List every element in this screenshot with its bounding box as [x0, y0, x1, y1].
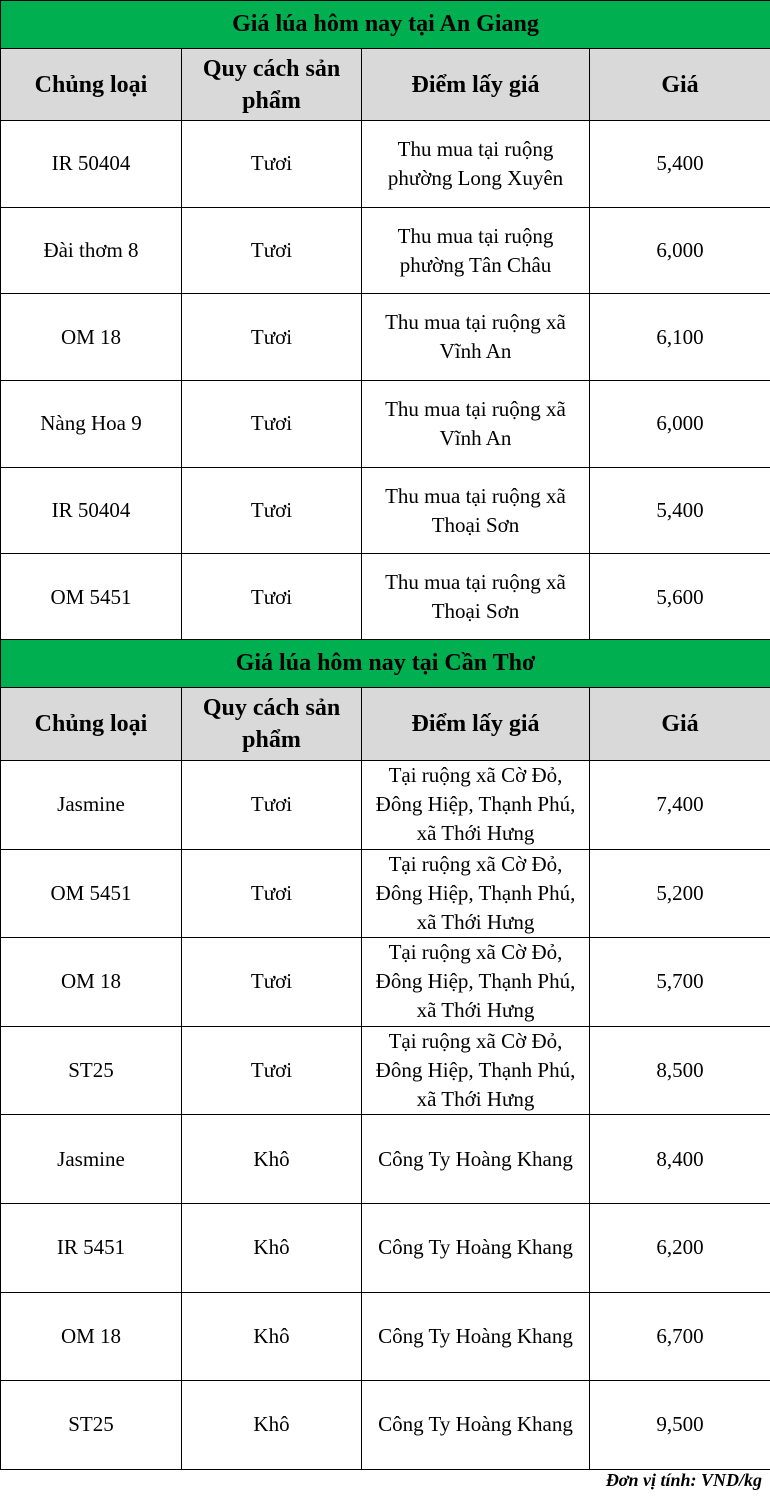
- variety-cell: OM 18: [1, 938, 182, 1027]
- location-cell: Công Ty Hoàng Khang: [362, 1115, 590, 1204]
- spec-cell: Tươi: [182, 849, 362, 938]
- location-cell: Công Ty Hoàng Khang: [362, 1203, 590, 1292]
- table-title-row: [1, 640, 770, 688]
- price-cell: 6,700: [590, 1292, 770, 1381]
- table-row: [1, 554, 770, 641]
- price-cell: 9,500: [590, 1381, 770, 1470]
- price-cell: 6,000: [590, 381, 770, 468]
- table-row: [1, 467, 770, 554]
- price-cell: 6,200: [590, 1203, 770, 1292]
- variety-cell: OM 5451: [1, 554, 182, 641]
- header-location: Điểm lấy giá: [362, 688, 590, 761]
- table-title: Giá lúa hôm nay tại Cần Thơ: [1, 640, 770, 688]
- spec-cell: Tươi: [182, 294, 362, 381]
- variety-cell: Jasmine: [1, 761, 182, 850]
- header-spec: Quy cách sản phẩm: [182, 688, 362, 761]
- variety-cell: IR 5451: [1, 1203, 182, 1292]
- variety-cell: ST25: [1, 1381, 182, 1470]
- table-row: [1, 849, 770, 938]
- location-cell: Công Ty Hoàng Khang: [362, 1292, 590, 1381]
- header-spec: Quy cách sản phẩm: [182, 49, 362, 121]
- table-title-row: [1, 1, 770, 49]
- spec-cell: Tươi: [182, 554, 362, 641]
- spec-cell: Tươi: [182, 467, 362, 554]
- header-variety: Chủng loại: [1, 49, 182, 121]
- table-row: [1, 294, 770, 381]
- header-location: Điểm lấy giá: [362, 49, 590, 121]
- variety-cell: Đài thơm 8: [1, 207, 182, 294]
- location-cell: Tại ruộng xã Cờ Đỏ, Đông Hiệp, Thạnh Phú, xã Thới Hưng: [362, 1026, 590, 1115]
- location-cell: Thu mua tại ruộng phường Long Xuyên: [362, 121, 590, 208]
- spec-cell: Khô: [182, 1381, 362, 1470]
- an-giang-price-table: [0, 0, 770, 641]
- location-cell: Công Ty Hoàng Khang: [362, 1381, 590, 1470]
- price-cell: 5,700: [590, 938, 770, 1027]
- price-cell: 5,200: [590, 849, 770, 938]
- variety-cell: ST25: [1, 1026, 182, 1115]
- variety-cell: OM 18: [1, 294, 182, 381]
- spec-cell: Tươi: [182, 121, 362, 208]
- location-cell: Thu mua tại ruộng xã Vĩnh An: [362, 294, 590, 381]
- location-cell: Tại ruộng xã Cờ Đỏ, Đông Hiệp, Thạnh Phú, xã Thới Hưng: [362, 938, 590, 1027]
- spec-cell: Tươi: [182, 938, 362, 1027]
- price-cell: 7,400: [590, 761, 770, 850]
- price-cell: 5,400: [590, 467, 770, 554]
- variety-cell: IR 50404: [1, 467, 182, 554]
- table-row: [1, 1381, 770, 1470]
- variety-cell: IR 50404: [1, 121, 182, 208]
- location-cell: Thu mua tại ruộng xã Thoại Sơn: [362, 554, 590, 641]
- spec-cell: Khô: [182, 1115, 362, 1204]
- table-row: [1, 121, 770, 208]
- location-cell: Tại ruộng xã Cờ Đỏ, Đông Hiệp, Thạnh Phú, xã Thới Hưng: [362, 849, 590, 938]
- header-row: [1, 688, 770, 761]
- variety-cell: Nàng Hoa 9: [1, 381, 182, 468]
- price-cell: 5,400: [590, 121, 770, 208]
- variety-cell: OM 5451: [1, 849, 182, 938]
- header-price: Giá: [590, 688, 770, 761]
- spec-cell: Tươi: [182, 1026, 362, 1115]
- can-tho-price-table: [0, 639, 770, 1470]
- table-row: [1, 1203, 770, 1292]
- table-row: [1, 381, 770, 468]
- price-cell: 6,000: [590, 207, 770, 294]
- spec-cell: Khô: [182, 1203, 362, 1292]
- header-variety: Chủng loại: [1, 688, 182, 761]
- variety-cell: Jasmine: [1, 1115, 182, 1204]
- location-cell: Thu mua tại ruộng xã Vĩnh An: [362, 381, 590, 468]
- spec-cell: Tươi: [182, 381, 362, 468]
- price-cell: 5,600: [590, 554, 770, 641]
- spec-cell: Tươi: [182, 761, 362, 850]
- spec-cell: Khô: [182, 1292, 362, 1381]
- location-cell: Thu mua tại ruộng phường Tân Châu: [362, 207, 590, 294]
- table-row: [1, 1026, 770, 1115]
- unit-note: Đơn vị tính: VND/kg: [605, 1470, 762, 1490]
- table-row: [1, 761, 770, 850]
- header-row: [1, 49, 770, 121]
- price-cell: 8,500: [590, 1026, 770, 1115]
- table-row: [1, 1292, 770, 1381]
- location-cell: Thu mua tại ruộng xã Thoại Sơn: [362, 467, 590, 554]
- price-cell: 6,100: [590, 294, 770, 381]
- price-cell: 8,400: [590, 1115, 770, 1204]
- spec-cell: Tươi: [182, 207, 362, 294]
- header-price: Giá: [590, 49, 770, 121]
- table-row: [1, 207, 770, 294]
- table-row: [1, 1115, 770, 1204]
- variety-cell: OM 18: [1, 1292, 182, 1381]
- table-title: Giá lúa hôm nay tại An Giang: [1, 1, 770, 49]
- location-cell: Tại ruộng xã Cờ Đỏ, Đông Hiệp, Thạnh Phú, xã Thới Hưng: [362, 761, 590, 850]
- table-row: [1, 938, 770, 1027]
